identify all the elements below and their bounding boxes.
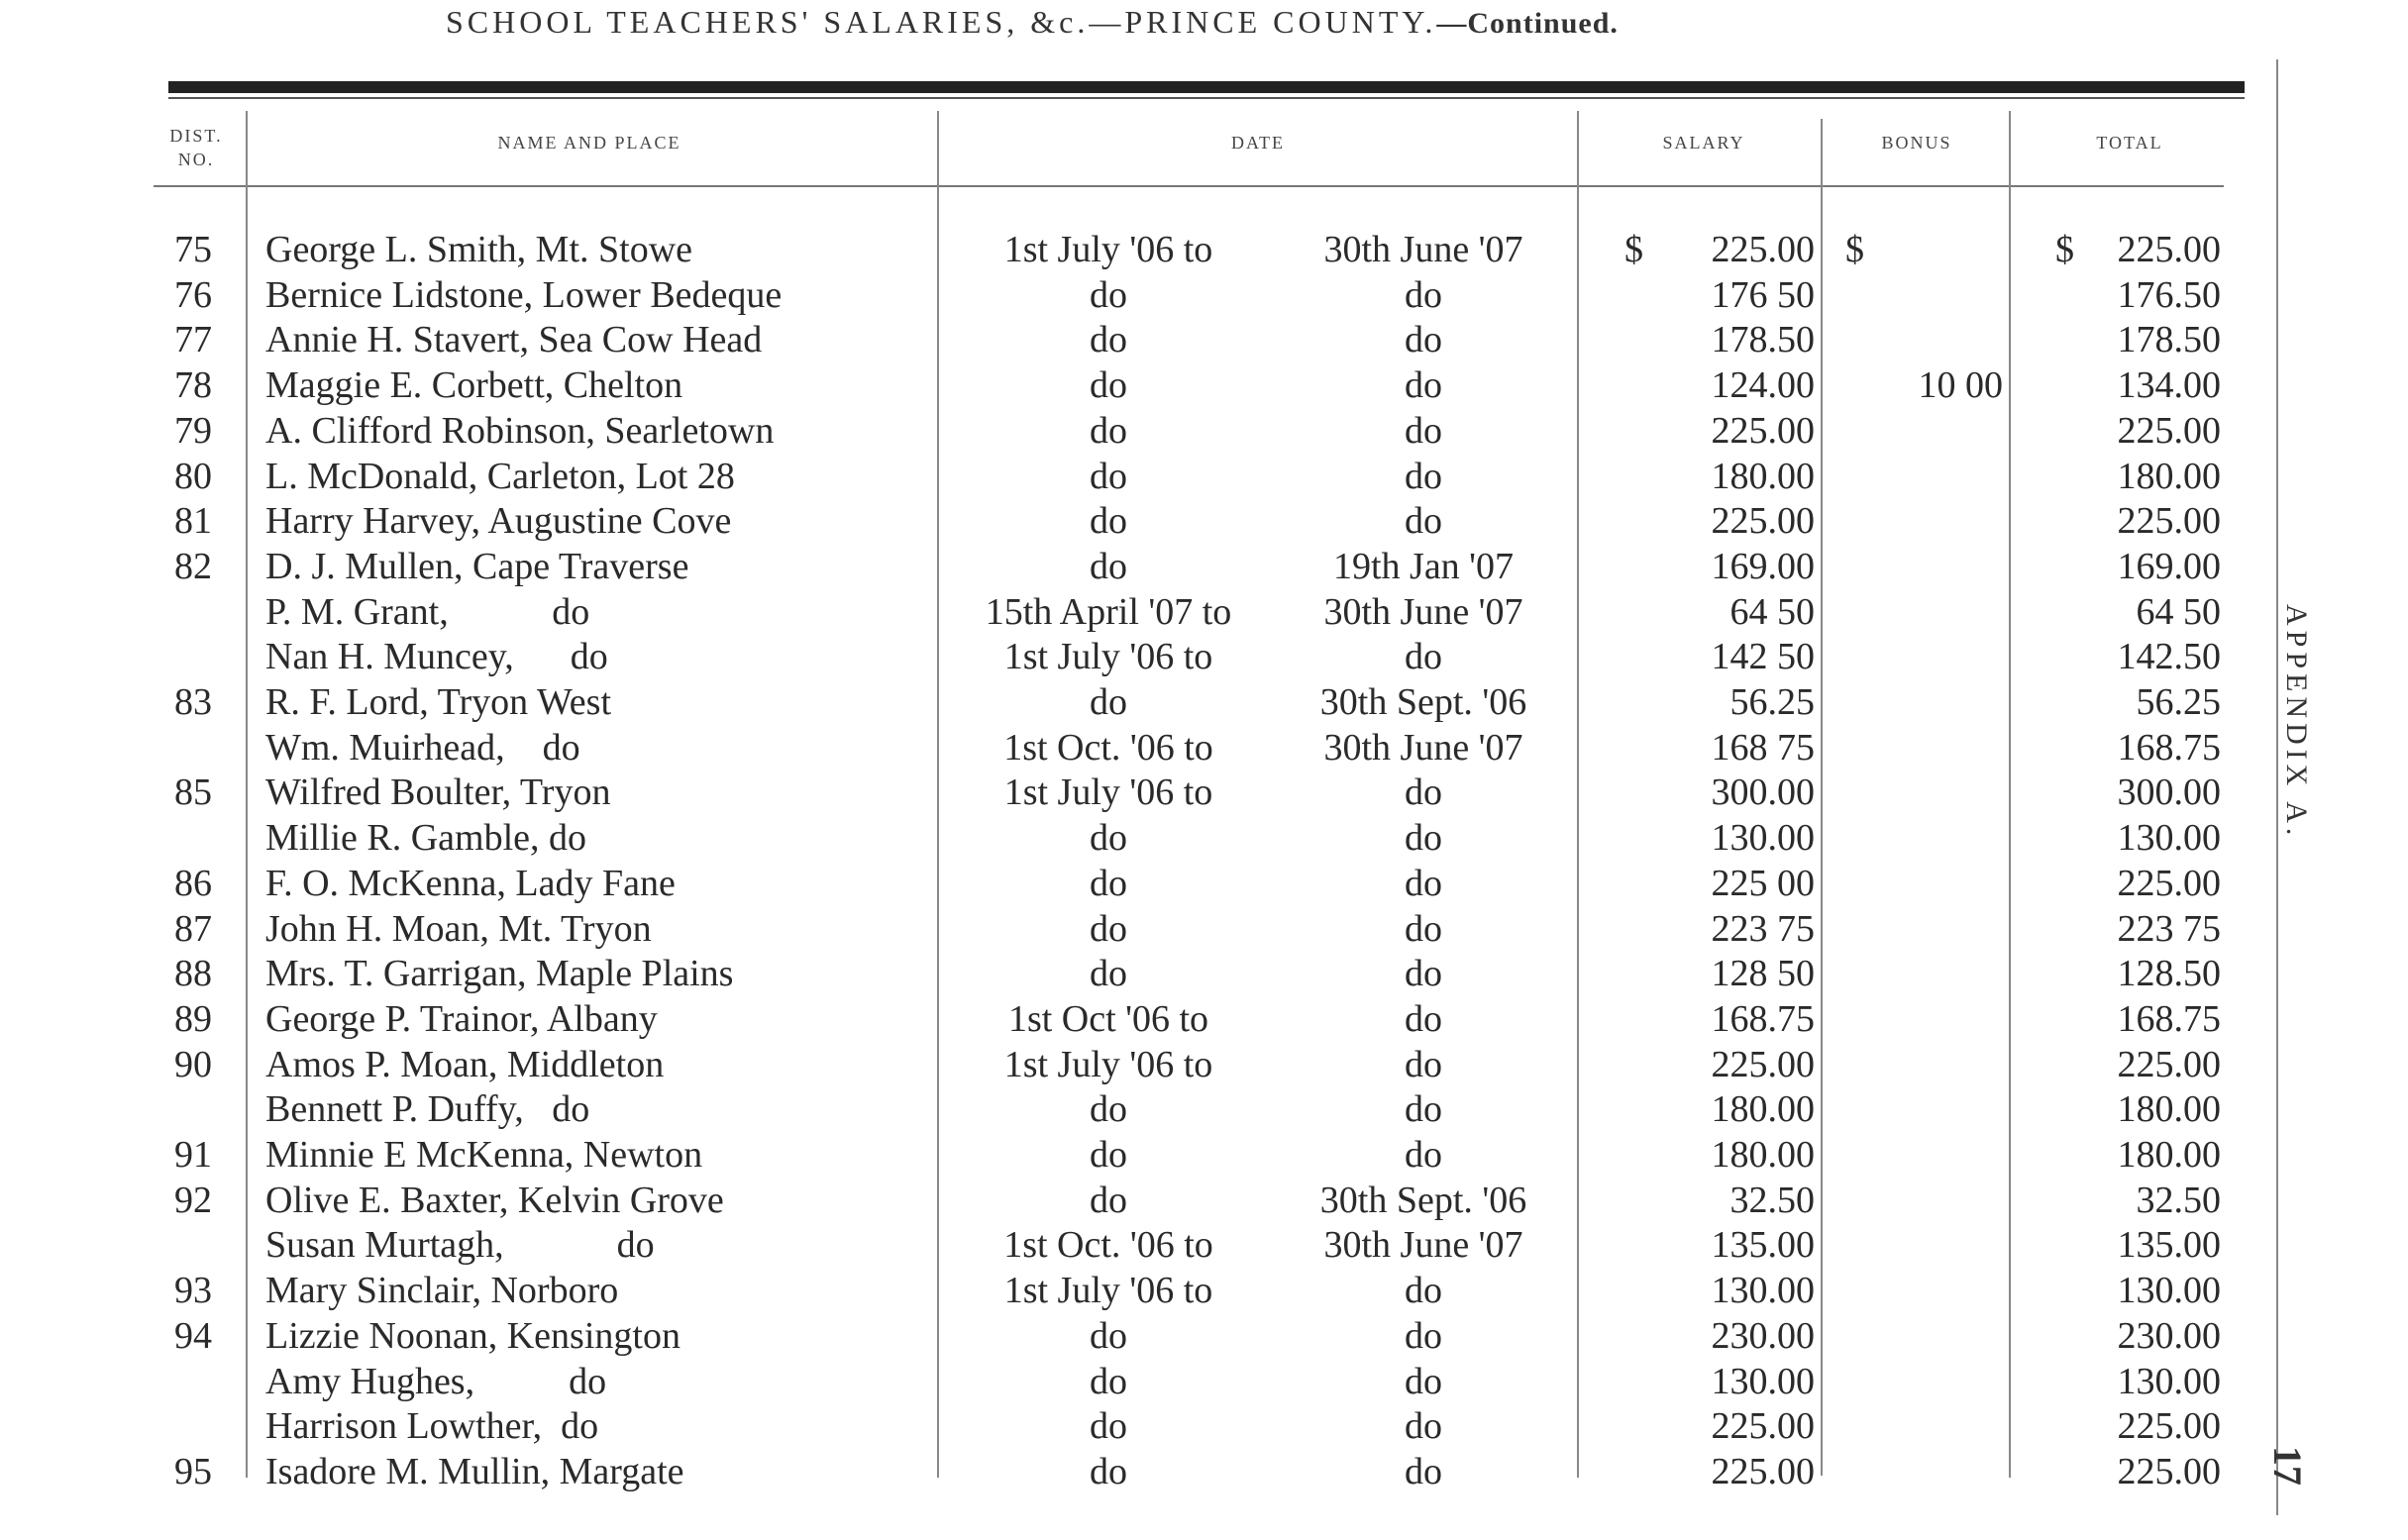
date-to-cell: do	[1405, 319, 1442, 361]
col-header-dist	[157, 124, 236, 171]
name-place-cell: Isadore M. Mullin, Margate	[265, 1450, 684, 1492]
date-from-cell: do	[1090, 953, 1127, 995]
date-to-cell: do	[1405, 771, 1442, 814]
salary-cell: 32.50	[1729, 1179, 1815, 1221]
col-header-total: TOTAL	[2096, 133, 2163, 153]
dist-cell: 88	[174, 953, 212, 995]
date-to-cell: do	[1405, 997, 1442, 1040]
total-cell: 128.50	[2117, 953, 2221, 995]
salary-cell: 142 50	[1711, 636, 1815, 678]
total-cell: 180.00	[2117, 1134, 2221, 1176]
date-to-cell: do	[1405, 953, 1442, 995]
name-place-cell: Millie R. Gamble, do	[265, 817, 587, 860]
table-row	[0, 228, 2408, 273]
table-row	[0, 680, 2408, 726]
date-to-cell: 30th Sept. '06	[1319, 681, 1527, 723]
bonus-cell: 10 00	[1918, 364, 2003, 407]
col-header-dist-line2: NO.	[177, 150, 215, 169]
name-place-cell: R. F. Lord, Tryon West	[265, 681, 611, 723]
table-row	[0, 273, 2408, 319]
header-rule-thick	[168, 81, 2245, 93]
date-to-cell: do	[1405, 1314, 1442, 1357]
salary-cell: 225.00	[1711, 229, 1815, 270]
table-row	[0, 952, 2408, 997]
total-cell: 130.00	[2117, 1360, 2221, 1402]
date-from-cell: 1st Oct '06 to	[1007, 997, 1209, 1040]
table-row	[0, 363, 2408, 409]
date-from-cell: 1st July '06 to	[1003, 229, 1213, 270]
name-place-cell: John H. Moan, Mt. Tryon	[265, 907, 652, 950]
name-place-cell: Wilfred Boulter, Tryon	[265, 771, 611, 814]
table-row	[0, 862, 2408, 907]
date-to-cell: do	[1405, 455, 1442, 497]
dist-cell: 85	[174, 771, 212, 814]
appendix-label: APPENDIX A.	[2280, 604, 2313, 841]
date-from-cell: do	[1090, 545, 1127, 587]
salary-cell: 225.00	[1711, 500, 1815, 543]
name-place-cell: Lizzie Noonan, Kensington	[265, 1314, 681, 1357]
page-number: 17	[2265, 1446, 2310, 1486]
table-row	[0, 409, 2408, 455]
name-place-cell: Bennett P. Duffy, do	[265, 1088, 590, 1131]
total-cell: 135.00	[2117, 1224, 2221, 1267]
table-row	[0, 1179, 2408, 1224]
date-from-cell: do	[1090, 455, 1127, 497]
date-from-cell: 1st July '06 to	[1003, 1043, 1213, 1085]
total-cell: 225.00	[2117, 1405, 2221, 1448]
total-cell: 169.00	[2117, 545, 2221, 587]
date-to-cell: 30th June '07	[1323, 1224, 1523, 1267]
table-row	[0, 1314, 2408, 1360]
col-header-name: NAME AND PLACE	[497, 133, 681, 153]
date-from-cell: do	[1090, 1314, 1127, 1357]
date-to-cell: 30th Sept. '06	[1319, 1179, 1527, 1221]
salary-cell: 168.75	[1711, 997, 1815, 1040]
total-cell: 56.25	[2136, 681, 2221, 723]
salary-cell: 225.00	[1711, 409, 1815, 452]
name-place-cell: Minnie E McKenna, Newton	[265, 1134, 703, 1176]
date-from-cell: 1st July '06 to	[1003, 1270, 1213, 1312]
col-header-date: DATE	[1231, 133, 1285, 153]
date-to-cell: do	[1405, 1450, 1442, 1492]
date-from-cell: do	[1090, 1450, 1127, 1492]
total-cell: 130.00	[2117, 817, 2221, 860]
dist-cell: 90	[174, 1043, 212, 1085]
date-to-cell: do	[1405, 636, 1442, 678]
total-currency-symbol: $	[2055, 229, 2074, 270]
date-from-cell: do	[1090, 1179, 1127, 1221]
name-place-cell: Olive E. Baxter, Kelvin Grove	[265, 1179, 724, 1221]
bonus-currency-symbol: $	[1845, 229, 1864, 270]
date-from-cell: do	[1090, 273, 1127, 316]
date-to-cell: do	[1405, 364, 1442, 407]
salary-cell: 178.50	[1711, 319, 1815, 361]
dist-cell: 83	[174, 681, 212, 723]
total-cell: 142.50	[2117, 636, 2221, 678]
dist-cell: 79	[174, 409, 212, 452]
total-cell: 168.75	[2117, 997, 2221, 1040]
salary-cell: 225.00	[1711, 1405, 1815, 1448]
table-row	[0, 318, 2408, 363]
salary-cell: 128 50	[1711, 953, 1815, 995]
name-place-cell: F. O. McKenna, Lady Fane	[265, 862, 676, 904]
table-row	[0, 1087, 2408, 1133]
dist-cell: 89	[174, 997, 212, 1040]
date-to-cell: do	[1405, 273, 1442, 316]
total-cell: 300.00	[2117, 771, 2221, 814]
dist-cell: 95	[174, 1450, 212, 1492]
date-to-cell: 30th June '07	[1323, 726, 1523, 769]
salary-cell: 225.00	[1711, 1450, 1815, 1492]
total-cell: 180.00	[2117, 1088, 2221, 1131]
date-to-cell: do	[1405, 1043, 1442, 1085]
name-place-cell: George L. Smith, Mt. Stowe	[265, 229, 693, 270]
table-row	[0, 499, 2408, 545]
salary-cell: 124.00	[1711, 364, 1815, 407]
salary-cell: 130.00	[1711, 1360, 1815, 1402]
date-from-cell: do	[1090, 681, 1127, 723]
dist-cell: 94	[174, 1314, 212, 1357]
table-row	[0, 997, 2408, 1043]
date-from-cell: do	[1090, 1360, 1127, 1402]
table-row	[0, 1043, 2408, 1088]
salary-cell: 135.00	[1711, 1224, 1815, 1267]
date-to-cell: do	[1405, 500, 1442, 543]
name-place-cell: L. McDonald, Carleton, Lot 28	[265, 455, 735, 497]
total-cell: 225.00	[2117, 409, 2221, 452]
date-from-cell: 1st Oct. '06 to	[1003, 1224, 1213, 1267]
date-from-cell: 1st July '06 to	[1003, 771, 1213, 814]
date-to-cell: do	[1405, 1360, 1442, 1402]
date-to-cell: do	[1405, 1405, 1442, 1448]
table-row	[0, 816, 2408, 862]
date-from-cell: 15th April '07 to	[985, 590, 1232, 633]
salary-cell: 169.00	[1711, 545, 1815, 587]
total-cell: 180.00	[2117, 455, 2221, 497]
name-place-cell: Maggie E. Corbett, Chelton	[265, 364, 683, 407]
name-place-cell: Annie H. Stavert, Sea Cow Head	[265, 319, 763, 361]
salary-cell: 223 75	[1711, 907, 1815, 950]
dist-cell: 81	[174, 500, 212, 543]
total-cell: 225.00	[2117, 862, 2221, 904]
total-cell: 64 50	[2136, 590, 2221, 633]
name-place-cell: Amy Hughes, do	[265, 1360, 607, 1402]
name-place-cell: Harry Harvey, Augustine Cove	[265, 500, 732, 543]
salary-cell: 300.00	[1711, 771, 1815, 814]
dist-cell: 91	[174, 1134, 212, 1176]
salary-cell: 180.00	[1711, 455, 1815, 497]
total-cell: 225.00	[2117, 229, 2221, 270]
total-cell: 225.00	[2117, 1450, 2221, 1492]
name-place-cell: Nan H. Muncey, do	[265, 636, 608, 678]
dist-cell: 92	[174, 1179, 212, 1221]
date-from-cell: do	[1090, 1134, 1127, 1176]
column-header-rule	[154, 185, 2224, 187]
name-place-cell: Mrs. T. Garrigan, Maple Plains	[265, 953, 734, 995]
name-place-cell: A. Clifford Robinson, Searletown	[265, 409, 775, 452]
col-header-salary: SALARY	[1662, 133, 1745, 153]
name-place-cell: Wm. Muirhead, do	[265, 726, 580, 769]
date-from-cell: do	[1090, 364, 1127, 407]
date-to-cell: do	[1405, 1270, 1442, 1312]
dist-cell: 76	[174, 273, 212, 316]
date-to-cell: do	[1405, 1134, 1442, 1176]
salary-cell: 168 75	[1711, 726, 1815, 769]
dist-cell: 93	[174, 1270, 212, 1312]
total-cell: 223 75	[2117, 907, 2221, 950]
date-from-cell: 1st Oct. '06 to	[1003, 726, 1213, 769]
table-row	[0, 545, 2408, 590]
salary-cell: 225.00	[1711, 1043, 1815, 1085]
salary-cell: 230.00	[1711, 1314, 1815, 1357]
total-cell: 32.50	[2136, 1179, 2221, 1221]
total-cell: 168.75	[2117, 726, 2221, 769]
col-header-bonus: BONUS	[1881, 133, 1952, 153]
salary-currency-symbol: $	[1624, 229, 1643, 270]
date-from-cell: do	[1090, 907, 1127, 950]
date-to-cell: 30th June '07	[1323, 590, 1523, 633]
date-from-cell: do	[1090, 862, 1127, 904]
name-place-cell: George P. Trainor, Albany	[265, 997, 658, 1040]
salary-cell: 176 50	[1711, 273, 1815, 316]
page-header	[446, 4, 1619, 41]
table-row	[0, 1223, 2408, 1269]
table-row	[0, 590, 2408, 636]
name-place-cell: P. M. Grant, do	[265, 590, 590, 633]
dist-cell: 75	[174, 229, 212, 270]
date-to-cell: do	[1405, 409, 1442, 452]
name-place-cell: Harrison Lowther, do	[265, 1405, 599, 1448]
name-place-cell: Susan Murtagh, do	[265, 1224, 655, 1267]
total-cell: 230.00	[2117, 1314, 2221, 1357]
table-row	[0, 1360, 2408, 1405]
table-row	[0, 455, 2408, 500]
name-place-cell: Mary Sinclair, Norboro	[265, 1270, 619, 1312]
name-place-cell: Amos P. Moan, Middleton	[265, 1043, 665, 1085]
date-to-cell: do	[1405, 817, 1442, 860]
name-place-cell: Bernice Lidstone, Lower Bedeque	[265, 273, 783, 316]
table-row	[0, 1133, 2408, 1179]
salary-cell: 56.25	[1729, 681, 1815, 723]
total-cell: 176.50	[2117, 273, 2221, 316]
table-row	[0, 726, 2408, 771]
col-header-dist-line1: DIST.	[169, 126, 223, 146]
dist-cell: 77	[174, 319, 212, 361]
salary-cell: 180.00	[1711, 1088, 1815, 1131]
date-from-cell: do	[1090, 319, 1127, 361]
dist-cell: 86	[174, 862, 212, 904]
dist-cell: 80	[174, 455, 212, 497]
date-to-cell: do	[1405, 862, 1442, 904]
dist-cell: 78	[174, 364, 212, 407]
date-from-cell: do	[1090, 817, 1127, 860]
date-from-cell: do	[1090, 409, 1127, 452]
total-cell: 130.00	[2117, 1270, 2221, 1312]
dist-cell: 82	[174, 545, 212, 587]
date-from-cell: do	[1090, 500, 1127, 543]
table-row	[0, 635, 2408, 680]
salary-cell: 130.00	[1711, 817, 1815, 860]
table-row	[0, 1404, 2408, 1450]
page-title: SCHOOL TEACHERS' SALARIES, &c.—PRINCE COUNTY.	[446, 4, 1437, 40]
header-rule-thin	[168, 97, 2245, 99]
salary-cell: 130.00	[1711, 1270, 1815, 1312]
salary-cell: 180.00	[1711, 1134, 1815, 1176]
date-from-cell: 1st July '06 to	[1003, 636, 1213, 678]
date-to-cell: 19th Jan '07	[1332, 545, 1515, 587]
total-cell: 225.00	[2117, 1043, 2221, 1085]
continued-label: —Continued.	[1436, 7, 1619, 40]
total-cell: 178.50	[2117, 319, 2221, 361]
table-row	[0, 1269, 2408, 1314]
total-cell: 225.00	[2117, 500, 2221, 543]
table-row	[0, 770, 2408, 816]
total-cell: 134.00	[2117, 364, 2221, 407]
date-to-cell: 30th June '07	[1323, 229, 1523, 270]
date-from-cell: do	[1090, 1405, 1127, 1448]
date-from-cell: do	[1090, 1088, 1127, 1131]
name-place-cell: D. J. Mullen, Cape Traverse	[265, 545, 689, 587]
table-row	[0, 907, 2408, 953]
salary-cell: 64 50	[1729, 590, 1815, 633]
date-to-cell: do	[1405, 1088, 1442, 1131]
date-to-cell: do	[1405, 907, 1442, 950]
salary-cell: 225 00	[1711, 862, 1815, 904]
table-row	[0, 1450, 2408, 1495]
dist-cell: 87	[174, 907, 212, 950]
